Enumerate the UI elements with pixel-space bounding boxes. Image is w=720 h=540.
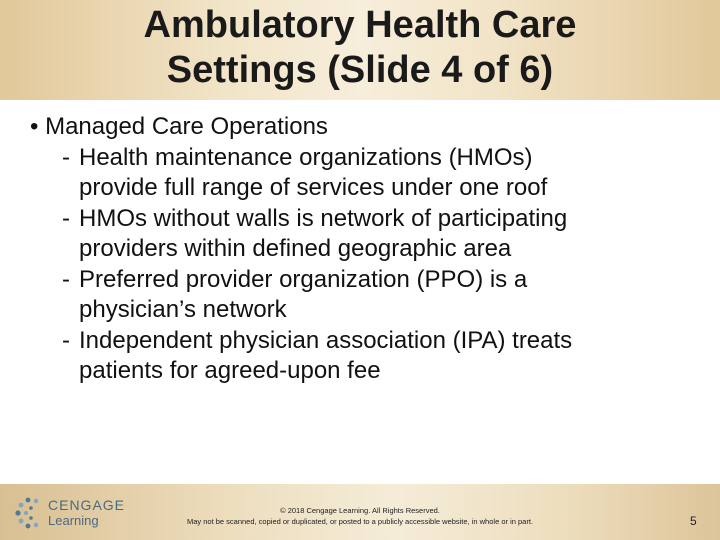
- bullet-marker: •: [30, 113, 39, 140]
- dash-marker: -: [62, 265, 70, 293]
- logo-wordmark-cengage: CENGAGE: [48, 497, 126, 513]
- logo-dot: [26, 524, 31, 529]
- sub-item-2: [30, 204, 710, 265]
- cengage-logo-icon: [14, 495, 44, 531]
- logo-dot: [29, 506, 33, 510]
- logo-dot: [24, 511, 28, 515]
- sub-item-line: Health maintenance organizations (HMOs): [79, 143, 533, 171]
- sub-item-line: patients for agreed-upon fee: [79, 357, 381, 384]
- logo-dot: [29, 516, 33, 520]
- logo-dot: [34, 499, 38, 503]
- page-number: 5: [690, 514, 697, 528]
- sub-item-3: [30, 265, 710, 326]
- sub-item-line: provide full range of services under one roof: [79, 174, 548, 201]
- sub-item-line: providers within defined geographic area: [79, 235, 512, 262]
- logo-dot: [26, 498, 31, 503]
- copyright-notice: [140, 505, 580, 527]
- copyright-line-2: May not be scanned, copied or duplicated, or posted to a publicly accessible website, in whole or in part.: [186, 517, 534, 526]
- bullet-item: [30, 112, 710, 143]
- title-line-1: Ambulatory Health Care: [143, 4, 577, 46]
- sub-item-line: physician’s network: [79, 296, 287, 323]
- title-line-2: Settings (Slide 4 of 6): [166, 49, 554, 91]
- logo-dot: [19, 503, 24, 508]
- sub-item-line: Independent physician association (IPA) treats: [79, 326, 573, 354]
- logo-dot: [34, 523, 38, 527]
- slide-body: [30, 112, 710, 387]
- sub-item-line: Preferred provider organization (PPO) is a: [79, 265, 528, 293]
- copyright-line-1: © 2018 Cengage Learning. All Rights Reserved.: [280, 506, 440, 515]
- dash-marker: -: [62, 326, 70, 354]
- bullet-text: Managed Care Operations: [45, 113, 328, 140]
- logo-dot: [19, 519, 24, 524]
- sub-item-line: HMOs without walls is network of participating: [79, 204, 568, 232]
- sub-item-1: [30, 143, 710, 204]
- dash-marker: -: [62, 143, 70, 171]
- cengage-logo: [14, 495, 134, 531]
- logo-dot: [15, 510, 20, 515]
- slide-title: [0, 3, 720, 93]
- dash-marker: -: [62, 204, 70, 232]
- logo-wordmark-learning: Learning: [48, 513, 99, 528]
- sub-item-4: [30, 326, 710, 387]
